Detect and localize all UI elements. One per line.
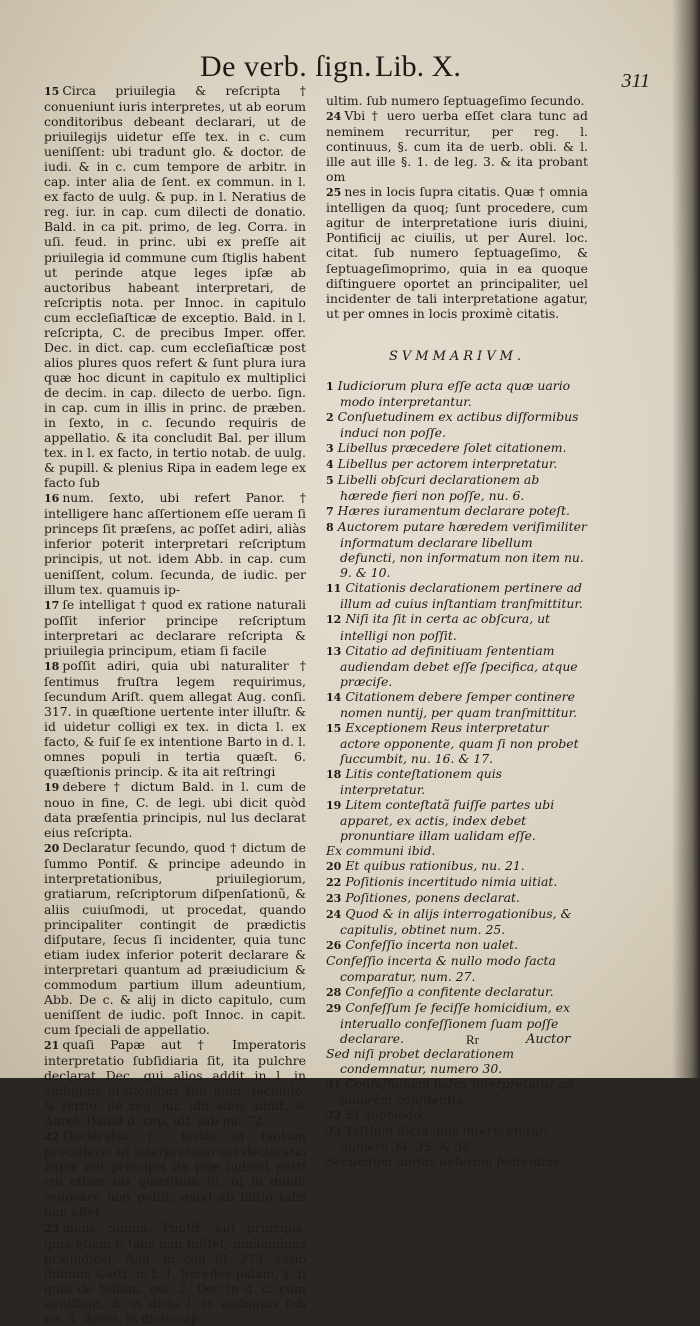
margin-number: 8	[326, 521, 334, 535]
paragraph-text: Exceptionem Reus interpretatur actore opponente, quam ſi non probet ſuccumbit, nu. 16. & 17.	[340, 719, 579, 766]
paragraph-text: Teſtium dicta quis interpretetur, numero 34. 35. & 36.	[340, 1123, 548, 1155]
text-paragraph	[44, 1220, 306, 1326]
page-number: 311	[621, 70, 650, 92]
paragraph-text: Conſuetudinem ex actibus diſformibus induci non poſſe.	[337, 408, 579, 440]
margin-number: 32	[326, 1108, 342, 1122]
text-paragraph	[44, 597, 306, 658]
page-footer	[466, 1032, 606, 1052]
paragraph-text: quaſi Papæ aut † Imperatoris interpretatio ſubſidiaria ſit, ita pulchre declarat Dec. qui alios addit in l. in ambiguis orationibus ſub num. ſecundo, & tertio, de reg. iur. ubi alios addit, & Aurel. Dauid d. cap. ult. ſub nu. 72.	[44, 1036, 306, 1129]
signature-mark: Rr	[466, 1032, 479, 1047]
margin-number: 12	[326, 613, 342, 627]
margin-number: 33	[326, 1125, 342, 1138]
summarium-item	[326, 843, 588, 858]
paragraph-text: Litis conteſtationem quis interpretatur.	[340, 765, 503, 797]
margin-number: 24	[326, 908, 342, 922]
right-column	[326, 93, 588, 1169]
page-edge-shadow	[672, 0, 700, 1078]
margin-number: 31	[326, 1077, 342, 1091]
paragraph-text: Sed niſi probet declarationem condemnatur, numero 30.	[326, 1045, 514, 1076]
summarium-item	[326, 1076, 588, 1107]
text-paragraph	[44, 1037, 306, 1128]
paragraph-text: Declaratur † tertio in tantum procedere, ut interpretatio uel declaratio Papæ aut principis ita præ iudicet parti cui etiam uis quæſitum ſit, ut in dubiũ reuocare non poſſit, quod ab initio talis non eſſet	[44, 1128, 306, 1220]
margin-number: 16	[44, 492, 60, 506]
paragraph-text: Confeſſum ſe feciſſe homicidium, ex interuallo confeſſionem ſuam poſſe declarare.	[340, 999, 570, 1046]
paragraph-text: nes in locis ſupra citatis. Quæ † omnia intelligen da quoq; ſunt procedere, cum agitur de interpretatione iuris diuini, Pontificij ac ciuilis, ut per Aurel. loc. citat. ſub numero ſeptuageſimo, & ſeptuageſimoprimo, quia in ea quoque diſtinguere oportet an principaliter, uel incidenter de tali interpretatione agatur, ut per omnes in locis proximè citatis.	[326, 184, 588, 321]
paragraph-text: Confeſſio incerta & nullo modo facta comparatur, num. 27.	[326, 953, 556, 984]
summarium-item	[326, 472, 588, 503]
text-paragraph	[44, 1128, 306, 1219]
margin-number: 19	[44, 781, 60, 795]
text-paragraph	[44, 779, 306, 840]
paragraph-text: Auctorem putare hæredem veriſimiliter informatum declarare libellum defuncti, non informatum non item nu. 9. & 10.	[337, 519, 587, 581]
summarium-item	[326, 580, 588, 611]
paragraph-text: Circa priuilegia & reſcripta † conueniunt iuris interpretes, ut ab eorum conditoribus debeant declarari, ut de priuilegijs uidetur eſſe tex. in c. cum ueniſſent: ubi tradunt glo. & doctor. de iudi. & in c. cum tempore de arbitr. in cap. inter alia de ſent. ex commun. in l. ex facto de uulg. & pup. in l. Neratius de reg. iur. in cap. cum dilecti de donatio. Bald. in ca pit. primo, de leg. Corra. in uſi. feud. in princ. ubi ex preſſe ait priuilegia id commune cum ſtiglis habent ut perinde atque leges ipſæ ab auctoribus habeant interpretari, de reſcriptis nota. per Innoc. in capitulo cum eccleſiaſticæ de exceptio. Bald. in l. reſcripta, C. de precibus Imper. offer. Dec. in dict. cap. cum eccleſiaſticæ post alios plures quos refert & ſunt plura iura quæ hoc dicunt in capitulo ex multiplici de decim. in cap. dilecto de uerbo. ſign. in cap. cum in illis in princ. de præben. in ſexto, in c. ſecundo requiris de appellatio. & ita concludit Bal. per illum tex. in l. ex facto, in tertio notab. de uulg. & pupill. & plenius Ripa in eadem lege ex facto ſub	[44, 83, 306, 491]
paragraph-text: Iudiciorum plura eſſe acta quæ uario modo interpretantur.	[337, 377, 571, 409]
summarium-item	[326, 720, 588, 766]
book-number: Lib. X.	[375, 50, 461, 83]
margin-number: 1	[326, 379, 334, 393]
paragraph-text: debere † dictum Bald. in l. cum de nouo in fine, C. de legi. ubi dicit quòd data præſentia principis, nul lus declarat eius reſcripta.	[44, 779, 306, 841]
margin-number: 4	[326, 457, 334, 471]
right-column-intro	[326, 93, 588, 321]
summarium-item	[326, 1107, 588, 1123]
margin-number: 19	[326, 799, 342, 813]
margin-number: 2	[326, 410, 334, 424]
summarium-item	[326, 440, 588, 456]
margin-number: 7	[326, 505, 334, 519]
paragraph-text: Libelli obſcuri declarationem ab hærede fieri non poſſe, nu. 6.	[337, 472, 540, 504]
margin-number: 22	[44, 1130, 60, 1144]
margin-number: 15	[44, 85, 60, 98]
paragraph-text: Hæres iuramentum declarare poteſt.	[337, 503, 570, 519]
summarium-item	[326, 378, 588, 409]
text-paragraph	[326, 93, 588, 108]
margin-number: 24	[326, 110, 342, 124]
margin-number: 5	[326, 474, 334, 488]
margin-number: 29	[326, 1001, 342, 1015]
summarium-item	[326, 937, 588, 953]
paragraph-text: Quod & in alijs interrogationibus, & capitulis, obtinet num. 25.	[340, 906, 572, 938]
paragraph-text: Confeſſionem iudex interpretatur ad fauorem confitentis.	[340, 1075, 574, 1107]
summarium-item	[326, 906, 588, 937]
margin-number: 21	[44, 1038, 60, 1052]
margin-number: 20	[326, 860, 342, 874]
paragraph-text: Litem conteſtatã fuiſſe partes ubi apparet, ex actis, index debet pronuntiare illam ualidam eſſe.	[340, 797, 555, 844]
paragraph-text: Secundum uarias ueterum ſententias.	[326, 1154, 564, 1170]
paragraph-text: Ex communi ibid.	[326, 843, 436, 859]
paragraph-text: Confeſſio a confitente declaratur.	[345, 983, 554, 999]
margin-number: 14	[326, 690, 342, 704]
paragraph-text: Et quomodo.	[345, 1106, 425, 1122]
margin-number: 18	[44, 659, 60, 673]
paragraph-text: Citationis declarationem pertinere ad illum ad cuius inſtantiam tranſmittitur.	[340, 580, 583, 612]
margin-number: 15	[326, 721, 342, 735]
margin-number: 17	[44, 598, 60, 612]
margin-number: 18	[326, 767, 342, 781]
summarium-item	[326, 890, 588, 906]
paragraph-text: Declaratur ſecundo, quod † dictum de ſummo Pontif. & principe adeundo in interpretationibus, priuilegiorum, gratiarum, reſcriptorum diſpenſationũ, & aliis cuiuſmodi, ut procedat, quando principaliter contingit de prædictis diſputare, ſecus ſi incidenter, quia tunc etiam iudex inferior poterit declarare & interpretari quantum ad præiudicium & commodum partium illum adeuntium, Abb. De c. & alij in dicto capitulo, cum ueniſſent de iudic. poſt Innoc. in capit. cum ſpeciali de appellatio.	[44, 840, 306, 1037]
summarium-item	[326, 874, 588, 890]
summarium-item	[326, 519, 588, 580]
margin-number: 28	[326, 985, 342, 999]
paragraph-text: ultim. ſub numero ſeptuageſimo ſecundo.	[326, 93, 585, 108]
paragraph-text: poſſit adiri, quia ubi naturaliter † ſentimus fruſtra legem requirimus, ſecundum Ariſt. quem allegat Aug. conſi. 317. in quæſtione uertente inter illuſtr. & id uidetur colligi ex tex. in dicta l. ex facto, & fuiſ ſe ex intentione Barto in d. l. omnes populi in tertia quæſt. 6. quæſtionis princip. & ita ait reſtringi	[44, 657, 306, 780]
summarium-item	[326, 456, 588, 472]
margin-number: 11	[326, 582, 342, 596]
summarium-item	[326, 953, 588, 983]
summarium-item	[326, 1154, 588, 1169]
margin-number: 3	[326, 441, 334, 455]
paragraph-text: num. ſexto, ubi refert Panor. † intelligere hanc aſſertionem eſſe ueram ſi princeps ſit præſens, ac poſſet adiri, aliàs inferior poterit interpretari reſcriptum principis, ut not. idem Abb. in cap. cum ueniſſent, colum. ſecunda, de iudic. per illum tex. quamuis ip-	[44, 490, 306, 597]
text-paragraph	[44, 658, 306, 779]
paragraph-text: Vbi † uero uerba eſſet clara tunc ad neminem recurritur, per reg. l. continuus, §. cum ita de uerb. obli. & l. ille aut ille §. 1. de leg. 3. & ita probant om	[326, 108, 588, 185]
paragraph-text: Poſitionis incertitudo nimia uitiat.	[345, 874, 558, 890]
left-column	[44, 83, 306, 1326]
margin-number: 25	[326, 186, 342, 200]
text-paragraph	[44, 83, 306, 490]
summarium-item	[326, 689, 588, 720]
margin-number: 20	[44, 842, 60, 856]
margin-number: 23	[326, 892, 342, 906]
margin-number: 13	[326, 644, 342, 658]
text-paragraph	[326, 184, 588, 320]
paragraph-text: Niſi ita ſit in certa ac obſcura, ut intelligi non poſſit.	[340, 611, 551, 643]
paragraph-text: Citatio ad definitiuam ſententiam audiendam debet eſſe ſpecifica, atque præciſe.	[340, 642, 578, 689]
paragraph-text: ſe intelligat † quod ex ratione naturali poſſit inferior principe reſcriptum interpretari ac declarare reſcripta & priuilegia principum, etiam ſi facile	[44, 596, 306, 658]
paragraph-text: Citationem debere ſemper continere nomen nuntij, per quam tranſmittitur.	[340, 688, 578, 720]
summarium-item	[326, 611, 588, 642]
summarium-item	[326, 984, 588, 1000]
catchword: Auctor	[526, 1032, 571, 1047]
paragraph-text: Confeſſio incerta non ualet.	[345, 937, 519, 953]
text-paragraph	[44, 490, 306, 596]
margin-number: 22	[326, 876, 342, 890]
summarium-item	[326, 766, 588, 797]
paragraph-text: Et quibus rationibus, nu. 21.	[345, 858, 525, 874]
paragraph-text: Libellus præcedere ſolet citationem.	[337, 439, 567, 455]
summarium-item	[326, 503, 588, 519]
summarium-item	[326, 409, 588, 440]
margin-number: 26	[326, 939, 342, 953]
summarium-item	[326, 1123, 588, 1154]
text-paragraph	[326, 108, 588, 184]
summarium-item	[326, 858, 588, 874]
paragraph-text: Libellus per actorem interpretatur.	[337, 455, 558, 471]
running-title: De verb. ſign.	[200, 50, 372, 83]
margin-number: 23	[44, 1221, 60, 1235]
paragraph-text: mens Summ. Pontif. aut principis, quia etiam ſi talis non fuiſſet, nihilominus præiudicat, Ang. in con ſil. 273. ratio dubium Caſtr. in l. 1. heredes palam, §. ſi quid de teſtam. col. 2. Dec in d. c. cum ueniſſent, & in dicta l. in ambiguis ſub nu. 4. Aurel. in dicto cap.	[44, 1219, 306, 1326]
paragraph-text: Poſitiones, ponens declarat.	[345, 890, 520, 906]
summarium-item	[326, 797, 588, 843]
summarium-item	[326, 643, 588, 689]
summarium-heading: SVMMARIVM.	[388, 348, 526, 364]
text-paragraph	[44, 840, 306, 1037]
